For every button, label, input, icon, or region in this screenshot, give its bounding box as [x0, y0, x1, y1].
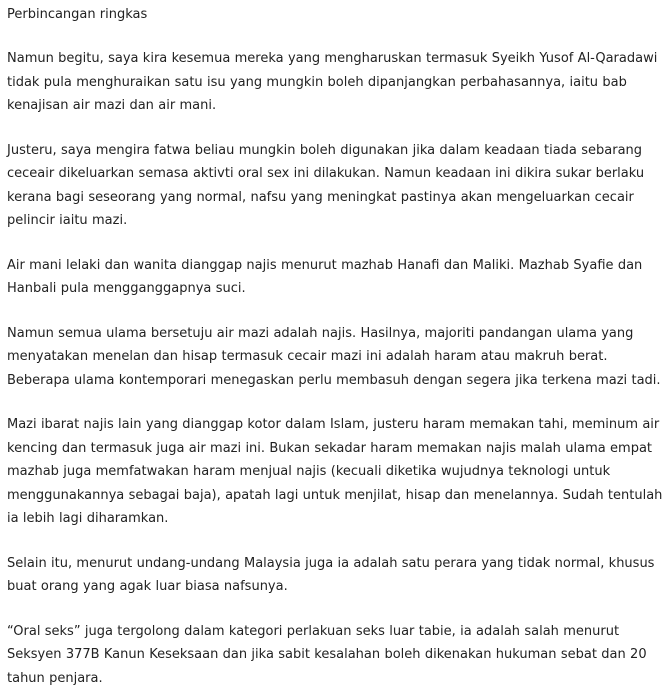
paragraph-3: Air mani lelaki dan wanita dianggap najis menurut mazhab Hanafi dan Maliki. Mazhab Syafie dan Hanbali pula mengganggapnya suci.: [7, 254, 672, 301]
paragraph-2: Justeru, saya mengira fatwa beliau mungkin boleh digunakan jika dalam keadaan tiada sebarang ceceair dikeluarkan semasa aktivti oral sex ini dilakukan. Namun keadaan ini dikira sukar berlaku kerana bagi seseorang yang normal, nafsu yang meningkat pastinya akan mengeluarkan cecair pelincir iaitu mazi.: [7, 139, 672, 233]
section-heading: Perbincangan ringkas: [7, 0, 672, 26]
paragraph-5: Mazi ibarat najis lain yang dianggap kotor dalam Islam, justeru haram memakan tahi, meminum air kencing dan termasuk juga air mazi ini. Bukan sekadar haram memakan najis malah ulama empat mazhab juga memfatwakan haram menjual najis (kecuali diketika wujudnya teknologi untuk menggunakannya sebagai baja), apatah lagi untuk menjilat, hisap dan menelannya. Sudah tentulah ia lebih lagi diharamkan.: [7, 413, 672, 531]
paragraph-7: “Oral seks” juga tergolong dalam kategori perlakuan seks luar tabie, ia adalah salah menurut Seksyen 377B Kanun Keseksaan dan jika sabit kesalahan boleh dikenakan hukuman sebat dan 20 tahun penjara.: [7, 620, 672, 690]
paragraph-6: Selain itu, menurut undang-undang Malaysia juga ia adalah satu perara yang tidak normal, khusus buat orang yang agak luar biasa nafsunya.: [7, 552, 672, 599]
paragraph-1: Namun begitu, saya kira kesemua mereka yang mengharuskan termasuk Syeikh Yusof Al-Qaradawi tidak pula menghuraikan satu isu yang mungkin boleh dipanjangkan perbahasannya, iaitu bab kenajisan air mazi dan air mani.: [7, 47, 672, 118]
paragraph-4: Namun semua ulama bersetuju air mazi adalah najis. Hasilnya, majoriti pandangan ulama yang menyatakan menelan dan hisap termasuk cecair mazi ini adalah haram atau makruh berat. Beberapa ulama kontemporari menegaskan perlu membasuh dengan segera jika terkena mazi tadi.: [7, 322, 672, 393]
